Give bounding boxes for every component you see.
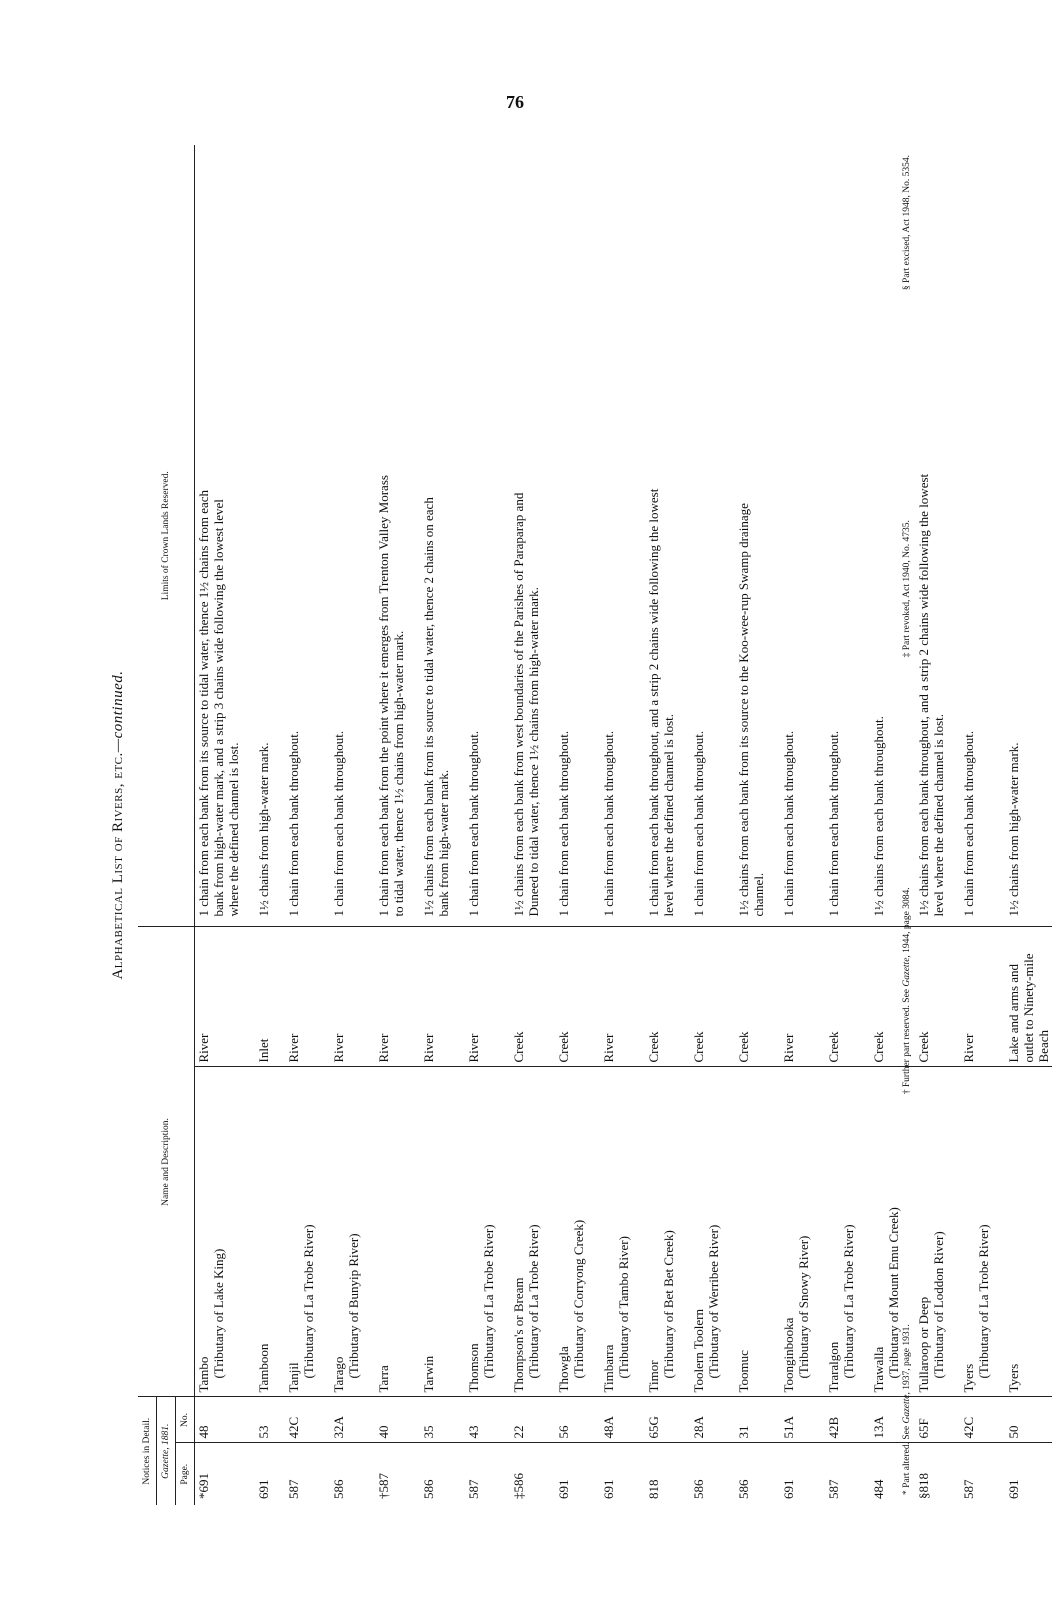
gazette-page [555, 1443, 587, 1505]
limits-line: to tidal water, thence 1½ chains from high-water mark. [391, 630, 406, 917]
gazette-page-value: ‡586 [511, 1473, 526, 1499]
gazette-page [1005, 1443, 1052, 1505]
rivers-table [138, 145, 1052, 1505]
gazette-page [825, 1443, 857, 1505]
crown-lands-limits [870, 145, 902, 927]
gazette-page [915, 1443, 947, 1505]
river-description [960, 927, 992, 1067]
description-value: Creek [871, 1031, 886, 1063]
name-line: Tarra [376, 1365, 391, 1393]
table-row [735, 145, 767, 1505]
limits-line: bank from high-water mark, and a strip 3 chains wide following the lowest level [211, 499, 226, 917]
name-line: Tyers [1006, 1363, 1021, 1393]
table-row [510, 145, 542, 1505]
gazette-page-value: *691 [196, 1473, 211, 1499]
name-line: Tarago [331, 1356, 346, 1393]
river-description [780, 927, 812, 1067]
gazette-no-value: 53 [256, 1425, 271, 1439]
table-row [465, 145, 497, 1505]
title-continued: —continued. [110, 670, 126, 753]
gazette-no-value: 35 [421, 1425, 436, 1439]
crown-lands-limits [960, 145, 992, 927]
crown-lands-limits [420, 145, 452, 927]
gazette-no-value: 32A [331, 1416, 346, 1439]
crown-lands-limits [375, 145, 407, 927]
gazette-page-value: 586 [331, 1479, 346, 1499]
row-spacer [677, 145, 690, 1505]
limits-line: 1 chain from each bank throughout. [691, 730, 706, 917]
limits-line: 1 chain from each bank throughout. [556, 730, 571, 917]
gazette-page [420, 1443, 452, 1505]
description-value: River [331, 1033, 346, 1063]
gazette-no [735, 1397, 767, 1443]
river-description [870, 927, 902, 1067]
gazette-page-value: †587 [376, 1473, 391, 1499]
gazette-page-value: 586 [421, 1479, 436, 1499]
gazette-page-value: 818 [646, 1479, 661, 1499]
table-row [285, 145, 317, 1505]
river-name [960, 1067, 992, 1397]
row-spacer [497, 145, 510, 1505]
limits-line: 1½ chains from each bank from its source to the Koo-wee-rup Swamp drainage [736, 503, 751, 917]
table-row [420, 145, 452, 1505]
name-line: Tarwin [421, 1355, 436, 1393]
name-line: Timor [646, 1360, 661, 1393]
crown-lands-limits [330, 145, 362, 927]
river-description [600, 927, 632, 1067]
description-value: River [376, 1033, 391, 1063]
gazette-page-value: 691 [601, 1479, 616, 1499]
gazette-no-value: 42B [826, 1416, 841, 1439]
header-page: Page. [176, 1443, 195, 1505]
table-row [780, 145, 812, 1505]
table-row [645, 145, 677, 1505]
crown-lands-limits [690, 145, 722, 927]
table-row [330, 145, 362, 1505]
crown-lands-limits [255, 145, 272, 927]
tributary-line: (Tributary of Bunyip River) [346, 1233, 361, 1379]
tributary-line: (Tributary of La Trobe River) [481, 1224, 496, 1379]
gazette-page-value: 691 [781, 1479, 796, 1499]
crown-lands-limits [645, 145, 677, 927]
row-spacer [587, 145, 600, 1505]
crown-lands-limits [555, 145, 587, 927]
gazette-no [555, 1397, 587, 1443]
gazette-no [600, 1397, 632, 1443]
gazette-page-value: 586 [736, 1479, 751, 1499]
crown-lands-limits [825, 145, 857, 927]
gazette-page [645, 1443, 677, 1505]
table-row [690, 145, 722, 1505]
gazette-no-value: 22 [511, 1425, 526, 1439]
gazette-page [600, 1443, 632, 1505]
name-line: Tamboon [256, 1343, 271, 1393]
gazette-no-value: 40 [376, 1425, 391, 1439]
river-description [375, 927, 407, 1067]
row-spacer [812, 145, 825, 1505]
row-spacer [242, 145, 255, 1505]
description-value: River [961, 1033, 976, 1063]
gazette-page [690, 1443, 722, 1505]
river-name [915, 1067, 947, 1397]
description-value: Creek [916, 1031, 931, 1063]
gazette-page-value: 587 [961, 1479, 976, 1499]
crown-lands-limits [510, 145, 542, 927]
gazette-no-value: 48 [196, 1425, 211, 1439]
river-description [915, 927, 947, 1067]
river-name [255, 1067, 272, 1397]
gazette-no [870, 1397, 902, 1443]
gazette-page-value: 587 [466, 1479, 481, 1499]
crown-lands-limits [285, 145, 317, 927]
gazette-no-value: 65G [646, 1416, 661, 1439]
gazette-page-value: 586 [691, 1479, 706, 1499]
gazette-no-value: 56 [556, 1425, 571, 1439]
table-body [195, 145, 1052, 1505]
river-description [255, 927, 272, 1067]
crown-lands-limits [195, 145, 243, 927]
limits-line: level where the defined channel is lost. [661, 713, 676, 917]
gazette-page [510, 1443, 542, 1505]
gazette-page [375, 1443, 407, 1505]
gazette-no-value: 43 [466, 1425, 481, 1439]
description-value: Creek [691, 1031, 706, 1063]
table-row [870, 145, 902, 1505]
name-line: Tambo [196, 1356, 211, 1393]
name-line: Tyers [961, 1363, 976, 1393]
table-row [195, 145, 243, 1505]
gazette-page [870, 1443, 902, 1505]
river-description [1005, 927, 1052, 1067]
gazette-no-value: 48A [601, 1416, 616, 1439]
river-name [780, 1067, 812, 1397]
tributary-line: (Tributary of Bet Bet Creek) [661, 1230, 676, 1379]
description-value: Creek [556, 1031, 571, 1063]
limits-line: 1½ chains from high-water mark. [1006, 742, 1021, 917]
description-value: River [601, 1033, 616, 1063]
row-spacer [857, 145, 870, 1505]
header-gazette: Gazette, 1881. [157, 1397, 176, 1505]
river-name [825, 1067, 857, 1397]
tributary-line: (Tributary of La Trobe River) [301, 1224, 316, 1379]
limits-line: 1 chain from each bank from the point where it emerges from Trenton Valley Morass [376, 475, 391, 917]
header-name: Name and Description. [138, 927, 195, 1397]
name-line: Traralgon [826, 1341, 841, 1393]
limits-line: 1 chain from each bank from its source to tidal water, thence 1½ chains from each [196, 489, 211, 917]
river-name [420, 1067, 452, 1397]
table-row [555, 145, 587, 1505]
gazette-page [285, 1443, 317, 1505]
header-limits: Limits of Crown Lands Reserved. [138, 145, 195, 927]
name-line: Thompson's or Bream [511, 1277, 526, 1393]
description-value: River [196, 1033, 211, 1063]
gazette-no-value: 65F [916, 1418, 931, 1439]
limits-line: where the defined channel is lost. [226, 742, 241, 917]
table-row [825, 145, 857, 1505]
name-line: Thowgla [556, 1346, 571, 1393]
gazette-no-value: 42C [961, 1416, 976, 1439]
river-description [690, 927, 722, 1067]
description-value: River [421, 1033, 436, 1063]
page-title [110, 145, 127, 1505]
river-name [195, 1067, 243, 1397]
gazette-page-value: 691 [556, 1479, 571, 1499]
gazette-no [690, 1397, 722, 1443]
row-spacer [722, 145, 735, 1505]
limits-line: Duneed to tidal water, thence 1½ chains from high-water mark. [526, 587, 541, 917]
river-name [690, 1067, 722, 1397]
tributary-line: (Tributary of Tambo River) [616, 1236, 631, 1379]
river-description [420, 927, 452, 1067]
river-name [510, 1067, 542, 1397]
row-spacer [947, 145, 960, 1505]
description-value: River [781, 1033, 796, 1063]
river-name [1005, 1067, 1052, 1397]
name-line: Timbarra [601, 1344, 616, 1393]
crown-lands-limits [780, 145, 812, 927]
tributary-line: (Tributary of Lake King) [211, 1248, 226, 1379]
limits-line: 1½ chains from each bank throughout, and a strip 2 chains wide following the lowest [916, 473, 931, 917]
rotated-page-content [110, 145, 1051, 1505]
gazette-page-value: 587 [286, 1479, 301, 1499]
gazette-no-value: 31 [736, 1425, 751, 1439]
river-name [285, 1067, 317, 1397]
gazette-no [465, 1397, 497, 1443]
tributary-line: (Tributary of Snowy River) [796, 1235, 811, 1379]
description-value: Creek [646, 1031, 661, 1063]
name-line: Tullaroop or Deep [916, 1296, 931, 1393]
name-line: Toomuc [736, 1350, 751, 1393]
tributary-line: (Tributary of Mount Emu Creek) [886, 1207, 901, 1379]
gazette-no [645, 1397, 677, 1443]
title-etc: etc. [110, 752, 126, 779]
gazette-no [255, 1397, 272, 1443]
name-line: Trawalla [871, 1346, 886, 1393]
river-description [330, 927, 362, 1067]
river-description [825, 927, 857, 1067]
gazette-page [735, 1443, 767, 1505]
crown-lands-limits [600, 145, 632, 927]
gazette-no-value: 13A [871, 1416, 886, 1439]
limits-line: channel. [751, 872, 766, 917]
description-value: Inlet [256, 1038, 271, 1063]
river-name [645, 1067, 677, 1397]
row-spacer [992, 145, 1005, 1505]
river-description [645, 927, 677, 1067]
header-no: No. [176, 1397, 195, 1443]
crown-lands-limits [735, 145, 767, 927]
river-description [285, 927, 317, 1067]
row-spacer [362, 145, 375, 1505]
gazette-no [915, 1397, 947, 1443]
table-row [1005, 145, 1052, 1505]
gazette-no-value: 28A [691, 1416, 706, 1439]
name-line: Toonginbooka [781, 1317, 796, 1393]
gazette-no [960, 1397, 992, 1443]
river-description [510, 927, 542, 1067]
gazette-no [375, 1397, 407, 1443]
river-name [375, 1067, 407, 1397]
gazette-no-value: 50 [1006, 1425, 1021, 1439]
gazette-page-value: 691 [256, 1479, 271, 1499]
gazette-no-value: 51A [781, 1416, 796, 1439]
gazette-page [465, 1443, 497, 1505]
limits-line: 1 chain from each bank throughout, and a strip 2 chains wide following the lowest [646, 488, 661, 917]
tributary-line: (Tributary of La Trobe River) [976, 1224, 991, 1379]
limits-line: 1½ chains from each bank throughout. [871, 716, 886, 917]
gazette-page [255, 1443, 272, 1505]
name-line: Tanjil [286, 1362, 301, 1393]
limits-line: 1½ chains from each bank from west boundaries of the Parishes of Paraparap and [511, 492, 526, 917]
limits-line: 1½ chains from each bank from its source to tidal water, thence 2 chains on each [421, 497, 436, 917]
description-value: Creek [736, 1031, 751, 1063]
name-line: Toolern Toolern [691, 1308, 706, 1393]
river-name [870, 1067, 902, 1397]
river-name [735, 1067, 767, 1397]
table-row [600, 145, 632, 1505]
gazette-page [330, 1443, 362, 1505]
gazette-no [330, 1397, 362, 1443]
row-spacer [272, 145, 285, 1505]
gazette-page-value: 484 [871, 1479, 886, 1499]
gazette-no [195, 1397, 243, 1443]
gazette-no [285, 1397, 317, 1443]
row-spacer [632, 145, 645, 1505]
gazette-page-value: §818 [916, 1473, 931, 1499]
tributary-line: (Tributary of La Trobe River) [841, 1224, 856, 1379]
table-row [375, 145, 407, 1505]
tributary-line: (Tributary of Loddon River) [931, 1231, 946, 1379]
footnote-part-altered: * Part altered. See Gazette, 1937, page 1931. [902, 1324, 912, 1495]
limits-line: 1 chain from each bank throughout. [961, 730, 976, 917]
description-value: River [466, 1033, 481, 1063]
gazette-no-value: 42C [286, 1416, 301, 1439]
river-description [195, 927, 243, 1067]
river-name [465, 1067, 497, 1397]
river-name [600, 1067, 632, 1397]
tributary-line: (Tributary of La Trobe River) [526, 1224, 541, 1379]
header-notices: Notices in Detail. [138, 1397, 157, 1505]
name-line: Thomson [466, 1343, 481, 1393]
limits-line: 1 chain from each bank throughout. [826, 730, 841, 917]
table-row [960, 145, 992, 1505]
river-name [330, 1067, 362, 1397]
gazette-no [1005, 1397, 1052, 1443]
gazette-page-value: 691 [1006, 1479, 1021, 1499]
crown-lands-limits [915, 145, 947, 927]
river-description [465, 927, 497, 1067]
page-number: 76 [506, 92, 524, 112]
description-value: Lake and arms and outlet to Ninety-mile Beach [1006, 953, 1051, 1063]
limits-line: 1 chain from each bank throughout. [466, 730, 481, 917]
tributary-line: (Tributary of Werribee River) [706, 1224, 721, 1379]
limits-line: 1 chain from each bank throughout. [286, 730, 301, 917]
river-name [555, 1067, 587, 1397]
limits-line: 1 chain from each bank throughout. [601, 730, 616, 917]
crown-lands-limits [465, 145, 497, 927]
footnote-part-revoked: ‡ Part revoked, Act 1940, No. 4735. [902, 520, 912, 658]
row-spacer [767, 145, 780, 1505]
limits-line: 1 chain from each bank throughout. [331, 730, 346, 917]
limits-line: 1 chain from each bank throughout. [781, 730, 796, 917]
description-value: Creek [826, 1031, 841, 1063]
description-value: Creek [511, 1031, 526, 1063]
river-description [555, 927, 587, 1067]
gazette-page [960, 1443, 992, 1505]
river-description [735, 927, 767, 1067]
gazette-no [510, 1397, 542, 1443]
table-row [915, 145, 947, 1505]
row-spacer [452, 145, 465, 1505]
title-main: Alphabetical List of Rivers, [110, 783, 126, 980]
limits-line: bank from high-water mark. [436, 769, 451, 917]
limits-line: 1½ chains from high-water mark. [256, 742, 271, 917]
crown-lands-limits [1005, 145, 1052, 927]
table-row [255, 145, 272, 1505]
gazette-no [420, 1397, 452, 1443]
footnote-part-excised: § Part excised, Act 1948, No. 5354. [902, 155, 912, 291]
gazette-no [780, 1397, 812, 1443]
row-spacer [317, 145, 330, 1505]
tributary-line: (Tributary of Corryong Creek) [571, 1219, 586, 1379]
footnotes [902, 145, 912, 1505]
gazette-page [780, 1443, 812, 1505]
gazette-no [825, 1397, 857, 1443]
gazette-page-value: 587 [826, 1479, 841, 1499]
gazette-page [195, 1443, 243, 1505]
row-spacer [542, 145, 555, 1505]
footnote-further-reserved: † Further part reserved. See Gazette, 1944, page 3084. [902, 887, 912, 1095]
row-spacer [407, 145, 420, 1505]
description-value: River [286, 1033, 301, 1063]
limits-line: level where the defined channel is lost. [931, 713, 946, 917]
